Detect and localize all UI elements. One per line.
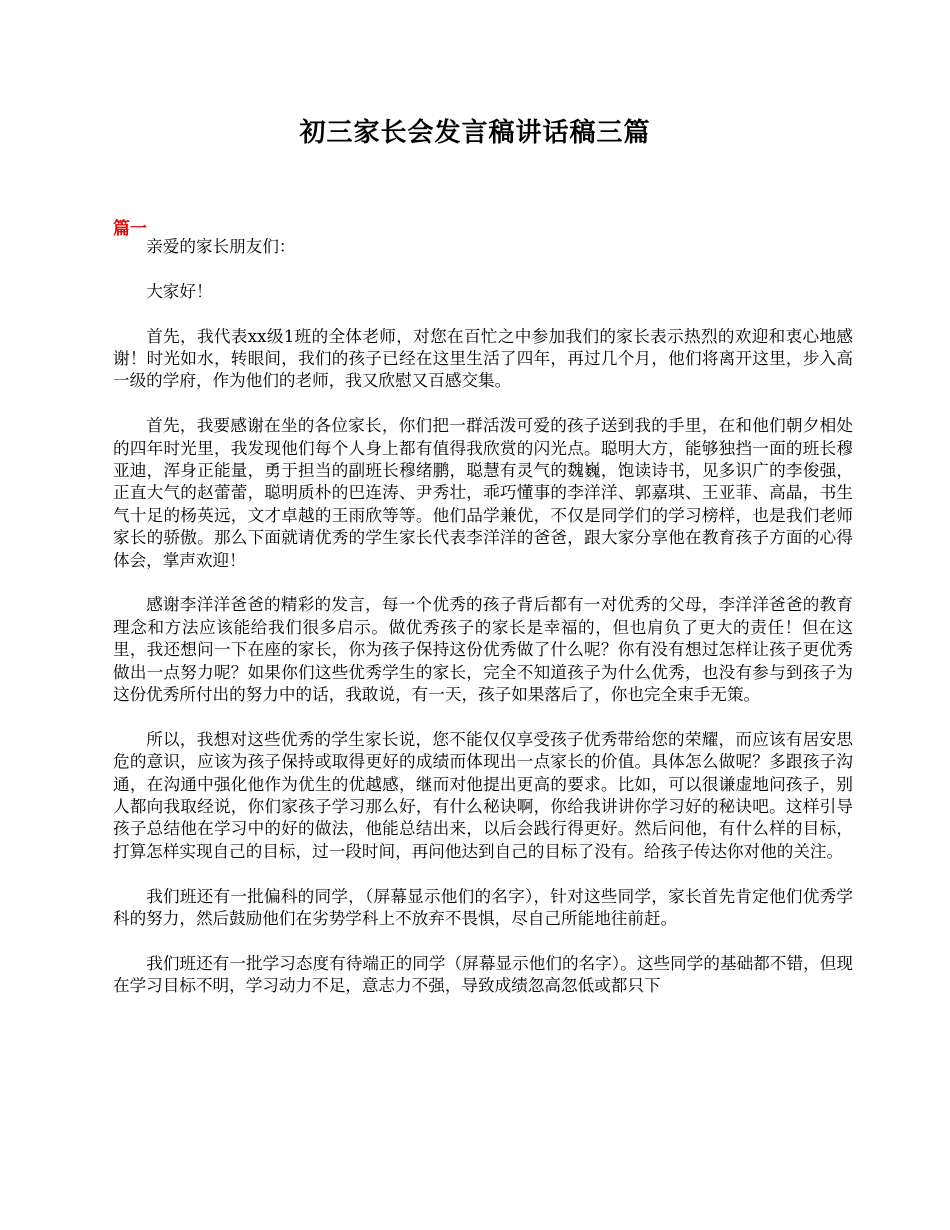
paragraph: 所以，我想对这些优秀的学生家长说，您不能仅仅享受孩子优秀带给您的荣耀，而应该有居安思危的意识，应该为孩子保持或取得更好的成绩而体现出一点家长的价值。具体怎么做呢？多跟孩子沟通，在沟通中强化他作为优生的优越感，继而对他提出更高的要求。比如，可以很谦虚地问孩子，别人都向我取经说，你们家孩子学习那么好，有什么秘诀啊，你给我讲讲你学习好的秘诀吧。这样引导孩子总结他在学习中的好的做法，他能总结出来，以后会践行得更好。然后问他，有什么样的目标，打算怎样实现自己的目标，过一段时间，再问他达到自己的目标了没有。给孩子传达你对他的关注。 <box>113 729 853 861</box>
document-body <box>113 236 853 1020</box>
greeting: 大家好！ <box>146 281 213 301</box>
section-heading: 篇一 <box>113 219 147 239</box>
document-title: 初三家长会发言稿讲话稿三篇 <box>299 118 651 148</box>
paragraph: 我们班还有一批学习态度有待端正的同学（屏幕显示他们的名字）。这些同学的基础都不错，但现在学习目标不明，学习动力不足，意志力不强，导致成绩忽高忽低或都只下 <box>113 953 853 996</box>
paragraph: 我们班还有一批偏科的同学，（屏幕显示他们的名字），针对这些同学，家长首先肯定他们优秀学科的努力，然后鼓励他们在劣势学科上不放弃不畏惧，尽自己所能地往前赶。 <box>113 886 853 929</box>
paragraph: 首先，我要感谢在坐的各位家长，你们把一群活泼可爱的孩子送到我的手里，在和他们朝夕相处的四年时光里，我发现他们每个人身上都有值得我欣赏的闪光点。聪明大方，能够独挡一面的班长穆亚迪，浑身正能量，勇于担当的副班长穆绪鹏，聪慧有灵气的魏巍，饱读诗书，见多识广的李俊强，正直大气的赵蕾蕾，聪明质朴的巴连涛、尹秀壮，乖巧懂事的李洋洋、郭嘉琪、王亚菲、高晶，书生气十足的杨英远，文才卓越的王雨欣等等。他们品学兼优，不仅是同学们的学习榜样，也是我们老师家长的骄傲。那么下面就请优秀的学生家长代表李洋洋的爸爸，跟大家分享他在教育孩子方面的心得体会，掌声欢迎！ <box>113 416 853 570</box>
salutation: 亲爱的家长朋友们： <box>146 237 296 256</box>
paragraph: 首先，我代表xx级1班的全体老师，对您在百忙之中参加我们的家长表示热烈的欢迎和衷心地感谢！时光如水，转眼间，我们的孩子已经在这里生活了四年，再过几个月，他们将离开这里，步入高一级的学府，作为他们的老师，我又欣慰又百感交集。 <box>113 326 853 391</box>
paragraph: 感谢李洋洋爸爸的精彩的发言，每一个优秀的孩子背后都有一对优秀的父母，李洋洋爸爸的教育理念和方法应该能给我们很多启示。做优秀孩子的家长是幸福的，但也肩负了更大的责任！但在这里，我还想问一下在座的家长，你为孩子保持这份优秀做了什么呢？你有没有想过怎样让孩子更优秀做出一点努力呢？如果你们这些优秀学生的家长，完全不知道孩子为什么优秀，也没有参与到孩子为这份优秀所付出的努力中的话，我敢说，有一天，孩子如果落后了，你也完全束手无策。 <box>113 595 853 705</box>
